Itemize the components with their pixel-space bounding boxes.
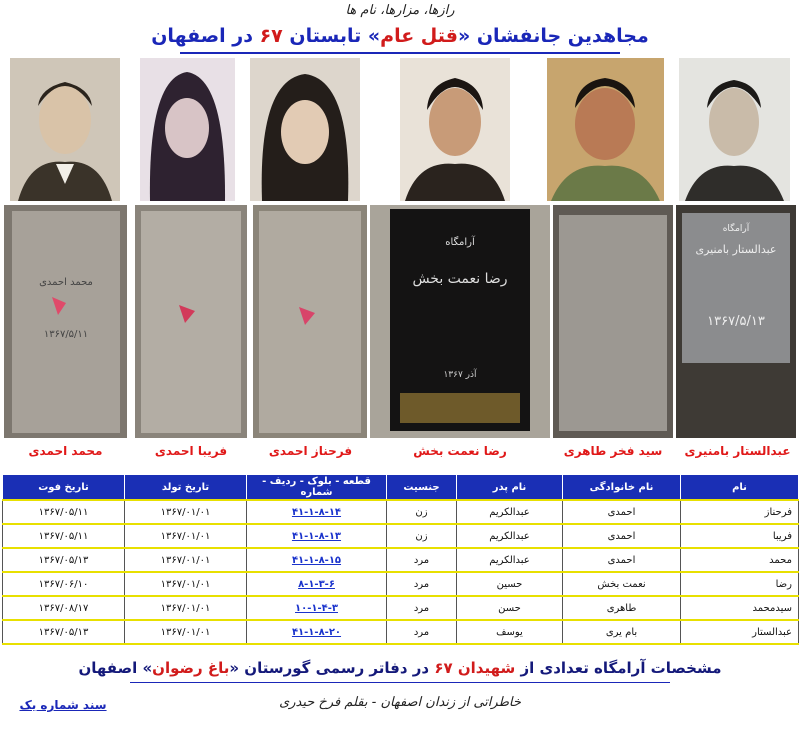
gravestone-farahnaz-ahmadi	[253, 205, 367, 438]
caption-underline	[130, 682, 670, 683]
table-cell: عبدالکریم	[457, 548, 563, 572]
title-part3: در اصفهان	[151, 25, 260, 47]
table-cell: ۱۳۶۷/۰۱/۰۱	[125, 572, 247, 596]
table-cell: ۱۳۶۷/۰۱/۰۱	[125, 596, 247, 620]
table-cell: احمدی	[563, 500, 681, 524]
table-cell: ۱۳۶۷/۰۵/۱۱	[3, 524, 125, 548]
table-cell: ۱۳۶۷/۰۱/۰۱	[125, 524, 247, 548]
column-header: جنسیت	[387, 475, 457, 501]
table-cell: احمدی	[563, 548, 681, 572]
gravestone-text: آرامگاه	[445, 237, 475, 248]
table-cell: نعمت بخش	[563, 572, 681, 596]
portrait-seyed-fakhr-taheri	[547, 58, 664, 201]
table-row	[3, 572, 799, 596]
table-cell: فریبا	[681, 524, 799, 548]
column-header: تاریخ فوت	[3, 475, 125, 501]
column-header: نام	[681, 475, 799, 501]
grave-location-link[interactable]: ۴۱-۱-۸-۱۵	[247, 548, 387, 572]
document-number-link[interactable]: سند شماره یک	[19, 698, 107, 712]
page-subtitle: رازها، مزارها، نام ها	[345, 3, 455, 18]
column-header: تاریخ تولد	[125, 475, 247, 501]
name-label: فریبا احمدی	[154, 444, 228, 458]
table-cell: حسین	[457, 572, 563, 596]
column-header: قطعه - بلوک - ردیف - شماره	[247, 475, 387, 501]
portrait-reza-nematbakhsh	[400, 58, 510, 201]
table-cell: محمد	[681, 548, 799, 572]
gravestone-text: رضا نعمت بخش	[412, 271, 508, 287]
gravestone-text: عبدالستار بامنیری	[695, 243, 777, 256]
table-cell: ۱۳۶۷/۰۱/۰۱	[125, 500, 247, 524]
name-label: محمد احمدی	[28, 444, 103, 458]
title-massacre: قتل عام	[380, 25, 458, 47]
column-header: نام پدر	[457, 475, 563, 501]
table-cell: زن	[387, 524, 457, 548]
name-label: فرحناز احمدی	[268, 444, 353, 458]
grave-location-link[interactable]: ۴۱-۱-۸-۲۰	[247, 620, 387, 644]
gravestone-text: محمد احمدی	[39, 277, 93, 288]
table-cell: مرد	[387, 596, 457, 620]
grave-location-link[interactable]: ۴۱-۱-۸-۱۴	[247, 500, 387, 524]
table-cell: عبدالکریم	[457, 524, 563, 548]
gravestone-abdolsattar-bamniri	[676, 205, 796, 438]
name-label: سید فخر طاهری	[563, 444, 663, 458]
table-cell: یوسف	[457, 620, 563, 644]
caption-part2: در دفاتر رسمی گورستان «	[229, 659, 435, 677]
table-cell: ۱۳۶۷/۰۵/۱۱	[3, 500, 125, 524]
gravestone-text: ۱۳۶۷/۵/۱۳	[707, 314, 765, 329]
gravestone-seyed-fakhr-taheri	[553, 205, 673, 438]
table-cell: سیدمحمد	[681, 596, 799, 620]
grave-location-link[interactable]: ۴۱-۱-۸-۱۳	[247, 524, 387, 548]
table-cell: بام یری	[563, 620, 681, 644]
title-part1: مجاهدین جانفشان «	[457, 25, 649, 47]
table-cell: زن	[387, 500, 457, 524]
table-cell: ۱۳۶۷/۰۱/۰۱	[125, 548, 247, 572]
table-cell: مرد	[387, 620, 457, 644]
table-cell: ۱۳۶۷/۰۶/۱۰	[3, 572, 125, 596]
memoir-credit: خاطراتی از زندان اصفهان - بقلم فرخ حیدری	[279, 695, 521, 710]
table-cell: ۱۳۶۷/۰۵/۱۳	[3, 620, 125, 644]
grave-records-table	[2, 474, 798, 646]
table-cell: ۱۳۶۷/۰۵/۱۳	[3, 548, 125, 572]
table-row	[3, 524, 799, 548]
gravestone-text: ۱۳۶۷/۵/۱۱	[43, 329, 89, 340]
portrait-fariba-ahmadi	[140, 58, 235, 201]
table-cell: ۱۳۶۷/۰۱/۰۱	[125, 620, 247, 644]
caption-part3: » اصفهان	[78, 659, 153, 677]
caption-martyrs: شهیدان ۶۷	[434, 659, 516, 677]
table-cell: مرد	[387, 572, 457, 596]
portrait-mohammad-ahmadi	[10, 58, 120, 201]
table-row	[3, 596, 799, 620]
title-part2: » تابستان	[282, 25, 381, 47]
table-cell: رضا	[681, 572, 799, 596]
table-cell: طاهری	[563, 596, 681, 620]
name-label: رضا نعمت بخش	[413, 444, 507, 458]
caption-garden: باغ رضوان	[152, 659, 230, 677]
gravestone-text: آرامگاه	[722, 224, 750, 234]
gravestone-text: آذر ۱۳۶۷	[443, 370, 477, 380]
table-row	[3, 620, 799, 644]
gravestone-mohammad-ahmadi	[4, 205, 127, 438]
table-header-row	[3, 475, 799, 501]
grave-location-link[interactable]: ۱۰-۱-۴-۳	[247, 596, 387, 620]
table-cell: ۱۳۶۷/۰۸/۱۷	[3, 596, 125, 620]
portrait-abdolsattar-bamniri	[679, 58, 790, 201]
column-header: نام خانوادگی	[563, 475, 681, 501]
page-title	[0, 20, 800, 52]
title-year: ۶۷	[259, 25, 283, 47]
table-cell: عبدالستار	[681, 620, 799, 644]
table-cell: فرحناز	[681, 500, 799, 524]
gravestone-reza-nematbakhsh	[370, 205, 550, 438]
name-label: عبدالستار بامنیری	[684, 444, 791, 458]
table-cell: مرد	[387, 548, 457, 572]
table-row	[3, 548, 799, 572]
title-underline	[180, 52, 620, 54]
table-caption	[0, 656, 800, 680]
table-cell: عبدالکریم	[457, 500, 563, 524]
table-cell: احمدی	[563, 524, 681, 548]
table-row	[3, 500, 799, 524]
portrait-farahnaz-ahmadi	[250, 58, 360, 201]
grave-location-link[interactable]: ۸-۱-۳-۶	[247, 572, 387, 596]
gravestone-fariba-ahmadi	[135, 205, 247, 438]
caption-part1: مشخصات آرامگاه تعدادی از	[515, 659, 722, 677]
table-cell: حسن	[457, 596, 563, 620]
